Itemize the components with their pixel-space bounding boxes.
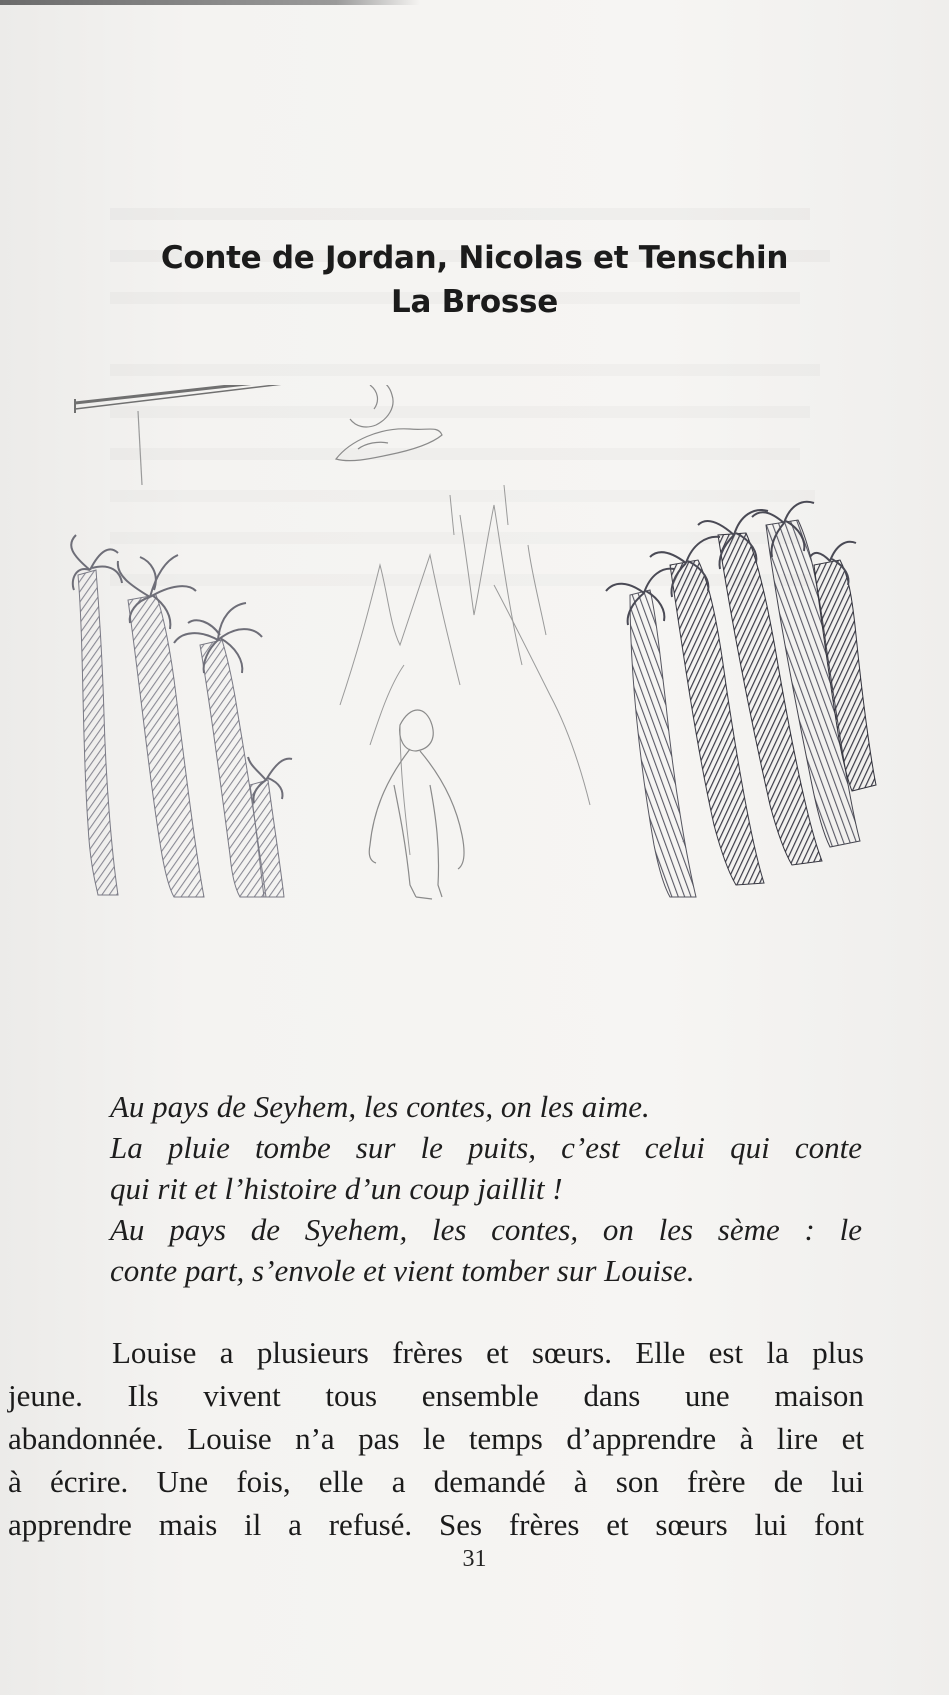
word: Syehem, bbox=[304, 1212, 408, 1247]
word: jeune. bbox=[8, 1378, 83, 1413]
poem-line: qui rit et l’histoire d’un coup jaillit ! bbox=[110, 1171, 563, 1206]
word: à bbox=[739, 1421, 754, 1456]
word: a bbox=[391, 1464, 406, 1499]
page-number: 31 bbox=[462, 1546, 487, 1572]
paragraph-line bbox=[8, 1331, 864, 1374]
title-line-2: La Brosse bbox=[391, 284, 558, 320]
word: vivent bbox=[203, 1378, 281, 1413]
word: Louise bbox=[112, 1335, 197, 1370]
page-top-edge bbox=[0, 0, 420, 5]
word: a bbox=[219, 1335, 234, 1370]
word: le bbox=[420, 1130, 443, 1165]
word: d’apprendre bbox=[566, 1421, 717, 1456]
word: sème bbox=[717, 1212, 780, 1247]
word: c’est bbox=[561, 1130, 620, 1165]
word: qui bbox=[730, 1130, 770, 1165]
word: puits, bbox=[468, 1130, 537, 1165]
word: font bbox=[814, 1507, 864, 1542]
paragraph-line bbox=[8, 1460, 864, 1503]
word: Au bbox=[110, 1212, 145, 1247]
word: pas bbox=[358, 1421, 400, 1456]
word: pays bbox=[169, 1212, 227, 1247]
word: elle bbox=[318, 1464, 364, 1499]
word: : bbox=[804, 1212, 815, 1247]
word: frères bbox=[392, 1335, 463, 1370]
word: les bbox=[658, 1212, 694, 1247]
word: contes, bbox=[491, 1212, 579, 1247]
word: on bbox=[602, 1212, 634, 1247]
paragraph-line bbox=[8, 1374, 864, 1417]
sketch-roof-line bbox=[75, 385, 310, 485]
paragraph-line bbox=[8, 1417, 864, 1460]
word: sur bbox=[355, 1130, 396, 1165]
word: Une bbox=[156, 1464, 209, 1499]
word: lui bbox=[754, 1507, 788, 1542]
word: frères bbox=[508, 1507, 580, 1542]
sketch-mountain bbox=[340, 485, 590, 855]
word: La bbox=[110, 1130, 143, 1165]
word: maison bbox=[774, 1378, 864, 1413]
word: son bbox=[615, 1464, 659, 1499]
word: ensemble bbox=[421, 1378, 539, 1413]
italic-poem bbox=[110, 1086, 862, 1291]
title-line-1: Conte de Jordan, Nicolas et Tenschin bbox=[160, 240, 789, 276]
sketch-figure bbox=[369, 710, 464, 899]
word: il bbox=[244, 1507, 262, 1542]
word: de bbox=[250, 1212, 281, 1247]
word: fois, bbox=[236, 1464, 291, 1499]
right-palm-trees bbox=[606, 502, 876, 897]
word: le bbox=[839, 1212, 862, 1247]
poem-line bbox=[110, 1209, 862, 1250]
word: écrire. bbox=[49, 1464, 129, 1499]
word: frère bbox=[687, 1464, 746, 1499]
word: n’a bbox=[295, 1421, 335, 1456]
poem-line bbox=[110, 1127, 862, 1168]
word: refusé. bbox=[328, 1507, 413, 1542]
poem-line: Au pays de Seyhem, les contes, on les aime. bbox=[110, 1089, 650, 1124]
word: et bbox=[841, 1421, 864, 1456]
word: apprendre bbox=[8, 1507, 132, 1542]
word: abandonnée. bbox=[8, 1421, 164, 1456]
word: à bbox=[8, 1464, 22, 1499]
word: de bbox=[773, 1464, 804, 1499]
poem-line: conte part, s’envole et vient tomber sur Louise. bbox=[110, 1253, 695, 1288]
word: une bbox=[684, 1378, 730, 1413]
word: Ses bbox=[438, 1507, 483, 1542]
word: lire bbox=[776, 1421, 819, 1456]
left-palm-trees bbox=[71, 535, 292, 897]
word: le bbox=[422, 1421, 446, 1456]
word: à bbox=[573, 1464, 588, 1499]
word: Ils bbox=[127, 1378, 159, 1413]
story-title bbox=[0, 236, 949, 324]
word: Elle bbox=[635, 1335, 686, 1370]
pencil-sketch-palm-trees-and-figure-icon bbox=[70, 385, 890, 965]
word: sœurs. bbox=[531, 1335, 612, 1370]
word: et bbox=[606, 1507, 629, 1542]
story-paragraph bbox=[8, 1331, 864, 1546]
word: mais bbox=[158, 1507, 218, 1542]
word: tombe bbox=[254, 1130, 331, 1165]
word: est bbox=[708, 1335, 744, 1370]
sketch-bird bbox=[336, 385, 442, 461]
word: demandé bbox=[433, 1464, 546, 1499]
word: pluie bbox=[167, 1130, 230, 1165]
word: sœurs bbox=[655, 1507, 728, 1542]
word: Louise bbox=[187, 1421, 272, 1456]
word: tous bbox=[325, 1378, 378, 1413]
word: dans bbox=[583, 1378, 641, 1413]
paragraph-line bbox=[8, 1503, 864, 1546]
word: la bbox=[766, 1335, 789, 1370]
word: celui bbox=[644, 1130, 706, 1165]
word: les bbox=[431, 1212, 467, 1247]
word: lui bbox=[831, 1464, 864, 1499]
word: plusieurs bbox=[256, 1335, 369, 1370]
word: et bbox=[486, 1335, 509, 1370]
word: conte bbox=[794, 1130, 862, 1165]
word: a bbox=[288, 1507, 302, 1542]
word: temps bbox=[468, 1421, 543, 1456]
word: plus bbox=[812, 1335, 864, 1370]
